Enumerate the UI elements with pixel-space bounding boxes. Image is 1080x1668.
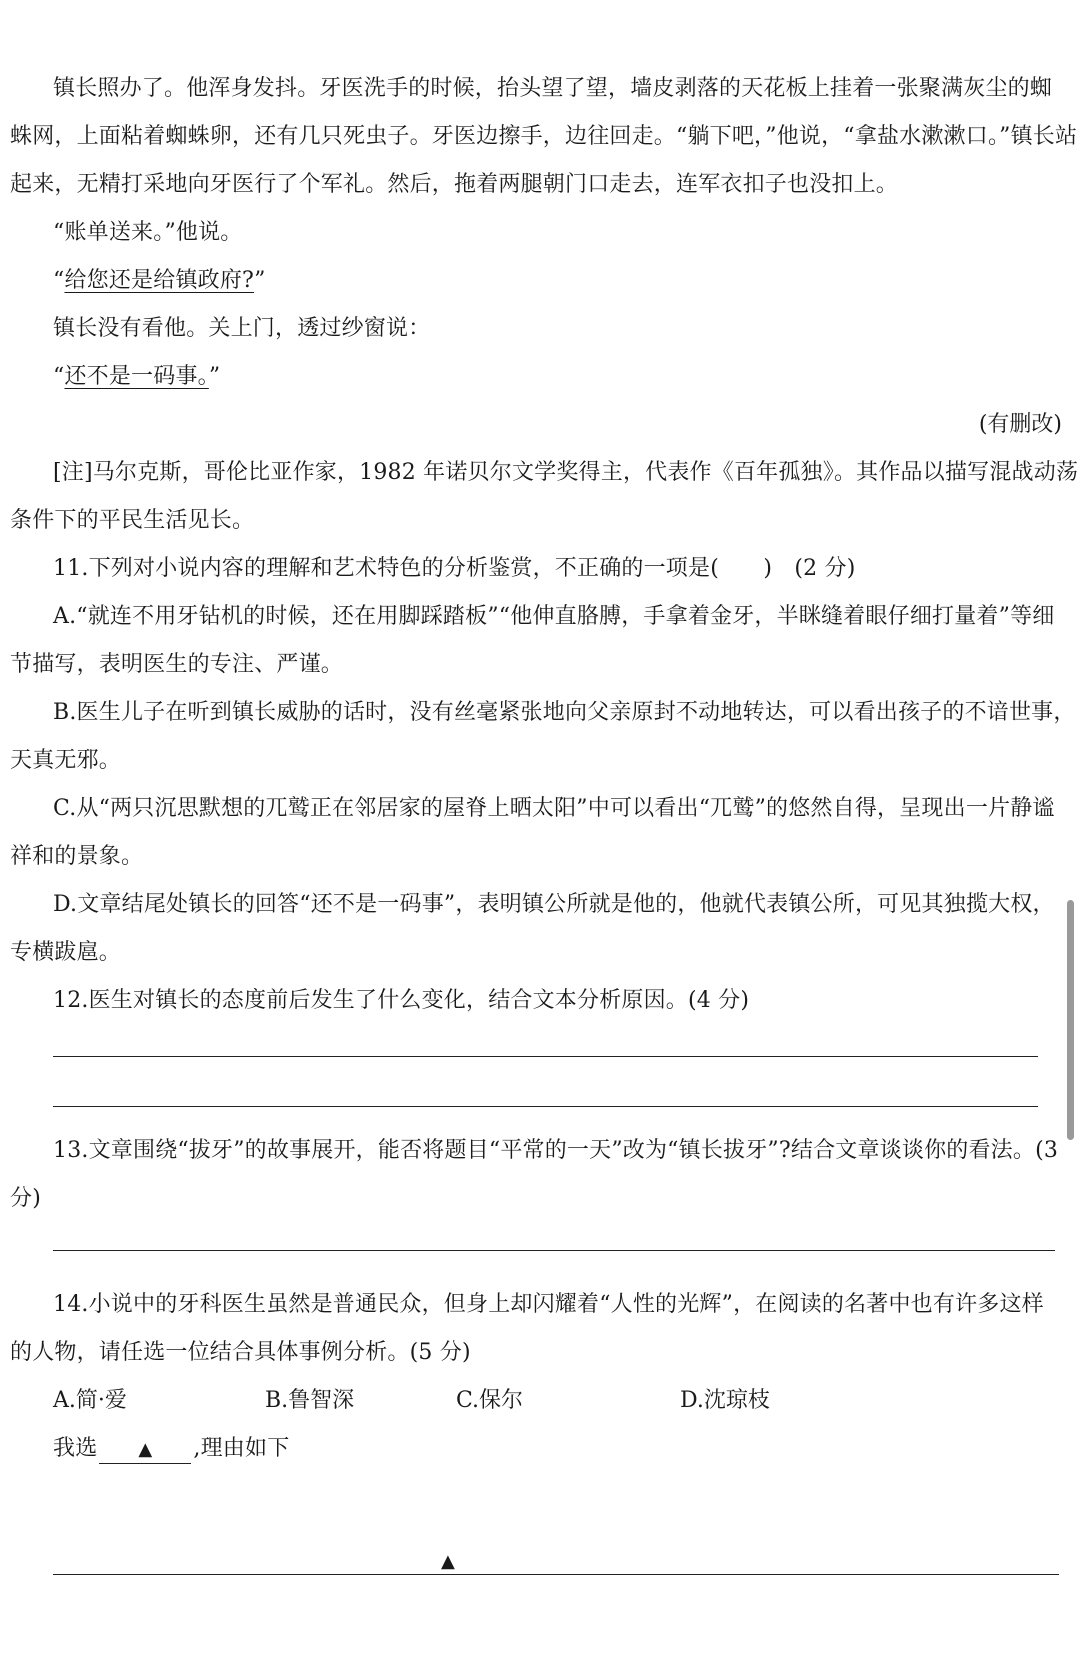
choose-suffix: ,理由如下 xyxy=(193,1436,290,1461)
quote-open: “ xyxy=(53,268,65,293)
question-13-stem: 13.文章围绕“拔牙”的故事展开，能否将题目“平常的一天”改为“镇长拔牙”?结合文章谈谈你的看法。(3 xyxy=(53,1138,1059,1163)
choice-paul: C.保尔 xyxy=(456,1388,524,1413)
choice-jane-eyre: A.简·爱 xyxy=(53,1388,127,1413)
choose-line xyxy=(53,1434,289,1464)
answer-line[interactable] xyxy=(53,1250,1055,1251)
underlined-quote: 给您还是给镇政府? xyxy=(64,268,255,293)
passage-line: 蛛网，上面粘着蜘蛛卵，还有几只死虫子。牙医边擦手，边往回走。“躺下吧，”他说，“拿盐水漱漱口。”镇长站 xyxy=(10,124,1078,149)
choice-blank[interactable] xyxy=(99,1436,191,1464)
option-d: D.文章结尾处镇长的回答“还不是一码事”，表明镇公所就是他的，他就代表镇公所，可见其独揽大权， xyxy=(53,892,1055,917)
option-b: B.医生儿子在听到镇长威胁的话时，没有丝毫紧张地向父亲原封不动地转达，可以看出孩子的不谙世事， xyxy=(53,700,1076,725)
passage-line: “账单送来。”他说。 xyxy=(53,220,243,245)
answer-line[interactable] xyxy=(53,1574,1059,1575)
quote-close: ” xyxy=(254,268,266,293)
option-d: 专横跋扈。 xyxy=(10,940,122,965)
answer-line[interactable] xyxy=(53,1106,1038,1107)
footnote-line: [注]马尔克斯，哥伦比亚作家，1982 年诺贝尔文学奖得主，代表作《百年孤独》。其作品以描写混战动荡 xyxy=(53,460,1079,485)
option-c: 祥和的景象。 xyxy=(10,844,144,869)
quote-close: ” xyxy=(208,364,221,389)
footnote-line: 条件下的平民生活见长。 xyxy=(10,508,255,533)
option-b: 天真无邪。 xyxy=(10,748,122,773)
option-a: 节描写，表明医生的专注、严谨。 xyxy=(10,652,344,677)
scrollbar-thumb[interactable] xyxy=(1067,900,1074,1140)
option-a: A.“就连不用牙钻机的时候，还在用脚踩踏板”“他伸直胳膊，手拿着金牙，半眯缝着眼仔细打量着”等细 xyxy=(53,604,1055,629)
question-14-stem: 14.小说中的牙科医生虽然是普通民众，但身上却闪耀着“人性的光辉”，在阅读的名著中也有许多这样 xyxy=(53,1292,1044,1317)
question-14-stem: 的人物，请任选一位结合具体事例分析。(5 分) xyxy=(10,1340,471,1365)
passage-line xyxy=(53,362,220,392)
triangle-icon: ▲ xyxy=(441,1551,455,1572)
question-13-stem: 分) xyxy=(10,1186,41,1211)
abridged-note: (有删改) xyxy=(978,412,1062,437)
choice-shen-qiongzhi: D.沈琼枝 xyxy=(680,1388,770,1413)
passage-line: 镇长没有看他。关上门，透过纱窗说： xyxy=(53,316,431,341)
choice-lu-zhishen: B.鲁智深 xyxy=(265,1388,355,1413)
question-11-stem: 11.下列对小说内容的理解和艺术特色的分析鉴赏，不正确的一项是( ) (2 分) xyxy=(53,556,856,581)
answer-line[interactable] xyxy=(53,1056,1038,1057)
question-12-stem: 12.医生对镇长的态度前后发生了什么变化，结合文本分析原因。(4 分) xyxy=(53,988,750,1013)
underlined-quote: 还不是一码事。 xyxy=(64,364,209,389)
triangle-icon: ▲ xyxy=(138,1439,153,1460)
option-c: C.从“两只沉思默想的兀鹫正在邻居家的屋脊上晒太阳”中可以看出“兀鹫”的悠然自得，呈现出一片静谧 xyxy=(53,796,1055,821)
quote-open: “ xyxy=(53,364,65,389)
passage-line xyxy=(53,266,266,296)
choose-prefix: 我选 xyxy=(53,1436,98,1461)
passage-line: 镇长照办了。他浑身发抖。牙医洗手的时候，抬头望了望，墙皮剥落的天花板上挂着一张聚满灰尘的蜘 xyxy=(53,76,1053,101)
passage-line: 起来，无精打采地向牙医行了个军礼。然后，拖着两腿朝门口走去，连军衣扣子也没扣上。 xyxy=(10,172,899,197)
